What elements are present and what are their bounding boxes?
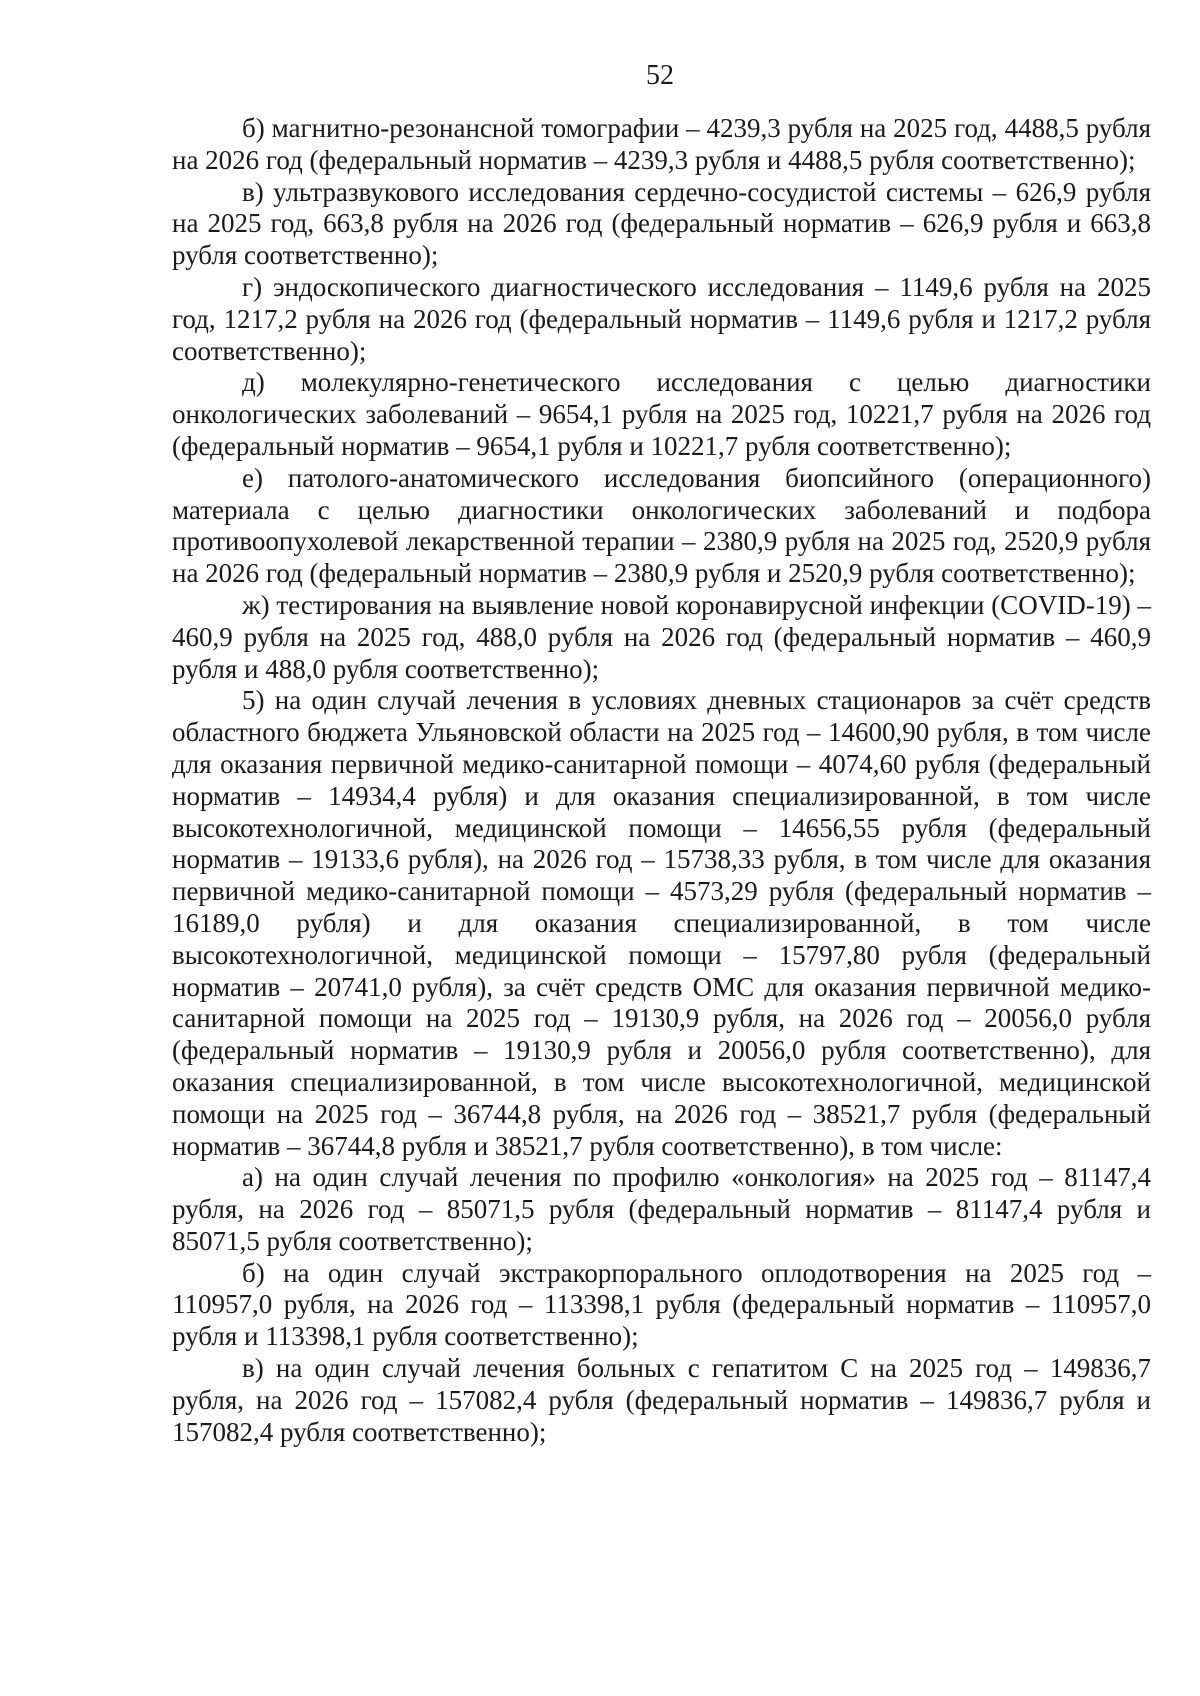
document-body [172, 113, 1151, 1448]
paragraph-molecular-genetic: д) молекулярно-генетического исследования с целью диагностики онкологических заболеваний – 9654,1 рубля на 2025 год, 10221,7 рубля на 2026 год (федеральный норматив – 9654,1 рубля и 10221,7 рубля соответственно); [172, 367, 1151, 461]
paragraph-ultrasound: в) ультразвукового исследования сердечно-сосудистой системы – 626,9 рубля на 2025 год, 663,8 рубля на 2026 год (федеральный норматив – 626,9 рубля и 663,8 рубля соответственно); [172, 176, 1151, 271]
paragraph-ivf: б) на один случай экстракорпорального оплодотворения на 2025 год – 110957,0 рубля, на 2026 год – 113398,1 рубля (федеральный норматив – 110957,0 рубля и 113398,1 рубля соответственно); [172, 1257, 1151, 1352]
paragraph-day-hospital: 5) на один случай лечения в условиях дневных стационаров за счёт средств областного бюджета Ульяновской области на 2025 год – 14600,90 рубля, в том числе для оказания первичной медико-санитарной помощи – 4074,60 рубля (федеральный норматив – 14934,4 рубля) и для оказания специализированной, в том числе высокотехнологичной, медицинской помощи – 14656,55 рубля (федеральный норматив – 19133,6 рубля), на 2026 год – 15738,33 рубля, в том числе для оказания первичной медико-санитарной помощи – 4573,29 рубля (федеральный норматив – 16189,0 рубля) и для оказания специализированной, в том числе высокотехнологичной, медицинской помощи – 15797,80 рубля (федеральный норматив – 20741,0 рубля), за счёт средств ОМС для оказания первичной медико-санитарной помощи на 2025 год – 19130,9 рубля, на 2026 год – 20056,0 рубля (федеральный норматив – 19130,9 рубля и 20056,0 рубля соответственно), для оказания специализированной, в том числе высокотехнологичной, медицинской помощи на 2025 год – 36744,8 рубля, на 2026 год – 38521,7 рубля (федеральный норматив – 36744,8 рубля и 38521,7 рубля соответственно), в том числе: [172, 685, 1151, 1161]
paragraph-hepatitis-c: в) на один случай лечения больных с гепатитом С на 2025 год – 149836,7 рубля, на 2026 год – 157082,4 рубля (федеральный норматив – 149836,7 рубля и 157082,4 рубля соответственно); [172, 1353, 1151, 1447]
page-number: 52 [646, 60, 674, 91]
paragraph-oncology: а) на один случай лечения по профилю «онкология» на 2025 год – 81147,4 рубля, на 2026 год – 85071,5 рубля (федеральный норматив – 81147,4 рубля и 85071,5 рубля соответственно); [172, 1162, 1151, 1256]
paragraph-mri: б) магнитно-резонансной томографии – 4239,3 рубля на 2025 год, 4488,5 рубля на 2026 год (федеральный норматив – 4239,3 рубля и 4488,5 рубля соответственно); [172, 113, 1151, 175]
paragraph-endoscopy: г) эндоскопического диагностического исследования – 1149,6 рубля на 2025 год, 1217,2 рубля на 2026 год (федеральный норматив – 1149,6 рубля и 1217,2 рубля соответственно); [172, 271, 1151, 366]
paragraph-pathology: е) патолого-анатомического исследования биопсийного (операционного) материала с целью диагностики онкологических заболеваний и подбора противоопухолевой лекарственной терапии – 2380,9 рубля на 2025 год, 2520,9 рубля на 2026 год (федеральный норматив – 2380,9 рубля и 2520,9 рубля соответственно); [172, 462, 1151, 589]
paragraph-covid-testing: ж) тестирования на выявление новой коронавирусной инфекции (COVID-19) – 460,9 рубля на 2025 год, 488,0 рубля на 2026 год (федеральный норматив – 460,9 рубля и 488,0 рубля соответственно); [172, 589, 1151, 684]
